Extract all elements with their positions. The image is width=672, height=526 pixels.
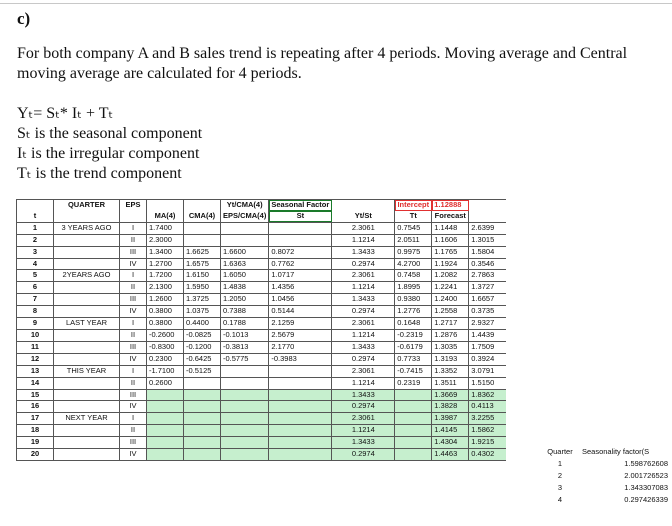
seasonal-def: Sₜ is the seasonal component — [17, 125, 203, 142]
ma-cell — [184, 401, 221, 413]
decomposition-table — [16, 199, 506, 461]
trend-cell: 1.1924 — [432, 258, 469, 270]
table-row — [17, 318, 506, 330]
ratio-cell — [269, 449, 332, 461]
seasonal-factor-cell: 2.3061 — [332, 270, 395, 282]
period-index: 10 — [17, 329, 54, 341]
ma-cell — [184, 449, 221, 461]
forecast-cell: 0.3546 — [469, 258, 506, 270]
seasonal-factor-cell: 2.3061 — [332, 365, 395, 377]
period-index: 5 — [17, 270, 54, 282]
eps-cell — [147, 401, 184, 413]
cma-cell — [221, 449, 269, 461]
trend-cell: 1.3828 — [432, 401, 469, 413]
side-quarter: 2 — [557, 470, 563, 480]
table-row — [17, 329, 506, 341]
eps-cell: 1.2700 — [147, 258, 184, 270]
trend-cell: 1.4304 — [432, 437, 469, 449]
trend-cell: 1.1765 — [432, 246, 469, 258]
cma-cell: -0.3813 — [221, 341, 269, 353]
table-row — [17, 425, 506, 437]
eps-cell — [147, 425, 184, 437]
cma-cell — [221, 365, 269, 377]
deseasonalized-cell: 1.2776 — [395, 306, 432, 318]
side-quarter: 1 — [557, 458, 563, 468]
ratio-cell: 2.1259 — [269, 318, 332, 330]
trend-cell: 1.3987 — [432, 413, 469, 425]
quarter-label: III — [120, 341, 147, 353]
deseasonalized-cell: -0.6179 — [395, 341, 432, 353]
period-label — [54, 437, 120, 449]
table-row — [17, 234, 506, 246]
eps-cell — [147, 413, 184, 425]
table-row — [17, 353, 506, 365]
eps-cell: 1.2600 — [147, 294, 184, 306]
period-label — [54, 389, 120, 401]
cma-cell — [221, 389, 269, 401]
ratio-cell: 0.8072 — [269, 246, 332, 258]
formula-text: Yₜ= Sₜ* Iₜ + Tₜ — [17, 105, 114, 122]
quarter-label: I — [120, 222, 147, 234]
table-row — [17, 341, 506, 353]
trend-cell: 1.2082 — [432, 270, 469, 282]
ratio-cell — [269, 365, 332, 377]
side-header-quarter: Quarter — [547, 447, 573, 456]
top-divider — [0, 3, 672, 4]
period-index: 16 — [17, 401, 54, 413]
eps-cell — [147, 449, 184, 461]
forecast-cell: 1.8362 — [469, 389, 506, 401]
period-label — [54, 341, 120, 353]
period-index: 1 — [17, 222, 54, 234]
trend-cell: 1.4145 — [432, 425, 469, 437]
ratio-cell: 0.7762 — [269, 258, 332, 270]
seasonal-factor-cell: 0.2974 — [332, 449, 395, 461]
side-factor: 1.343307083 — [624, 482, 668, 492]
table-row — [17, 306, 506, 318]
deseasonalized-cell: 0.7458 — [395, 270, 432, 282]
header-cell — [54, 211, 120, 222]
header-cell — [17, 200, 54, 211]
period-index: 14 — [17, 377, 54, 389]
cma-cell: 1.4838 — [221, 282, 269, 294]
header-cell — [469, 211, 506, 222]
eps-cell: -1.7100 — [147, 365, 184, 377]
side-quarter: 4 — [557, 494, 563, 504]
quarter-label: II — [120, 329, 147, 341]
quarter-label: II — [120, 377, 147, 389]
ma-cell — [184, 425, 221, 437]
header-cell: Yt/St — [332, 211, 395, 222]
cma-cell: 1.2050 — [221, 294, 269, 306]
quarter-label: III — [120, 246, 147, 258]
quarter-label: IV — [120, 353, 147, 365]
cma-cell — [221, 437, 269, 449]
seasonal-factor-cell: 0.2974 — [332, 401, 395, 413]
ma-cell: 1.3725 — [184, 294, 221, 306]
forecast-cell: 1.7509 — [469, 341, 506, 353]
deseasonalized-cell: 0.1648 — [395, 318, 432, 330]
header-cell: Intercept — [395, 200, 432, 211]
forecast-cell: 3.2255 — [469, 413, 506, 425]
period-index: 3 — [17, 246, 54, 258]
ma-cell — [184, 389, 221, 401]
formula-line — [17, 104, 113, 124]
period-label — [54, 425, 120, 437]
period-label: LAST YEAR — [54, 318, 120, 330]
ma-cell: -0.1200 — [184, 341, 221, 353]
eps-cell — [147, 389, 184, 401]
eps-cell: 0.2600 — [147, 377, 184, 389]
ratio-cell: -0.3983 — [269, 353, 332, 365]
table-row — [17, 377, 506, 389]
forecast-cell: 1.4439 — [469, 329, 506, 341]
header-cell — [332, 200, 395, 211]
period-label — [54, 353, 120, 365]
period-label: 3 YEARS AGO — [54, 222, 120, 234]
header-cell — [184, 200, 221, 211]
deseasonalized-cell: 0.7733 — [395, 353, 432, 365]
header-cell — [469, 200, 506, 211]
period-label — [54, 401, 120, 413]
period-index: 17 — [17, 413, 54, 425]
period-index: 2 — [17, 234, 54, 246]
trend-cell: 1.3352 — [432, 365, 469, 377]
header-cell: CMA(4) — [184, 211, 221, 222]
cma-cell: -0.1013 — [221, 329, 269, 341]
header-cell: EPS/CMA(4) — [221, 211, 269, 222]
table-row — [17, 270, 506, 282]
forecast-cell: 1.6657 — [469, 294, 506, 306]
ma-cell: 0.4400 — [184, 318, 221, 330]
ratio-cell: 1.0717 — [269, 270, 332, 282]
ratio-cell — [269, 389, 332, 401]
side-quarter: 3 — [557, 482, 563, 492]
forecast-cell: 0.4302 — [469, 449, 506, 461]
ratio-cell: 2.1770 — [269, 341, 332, 353]
trend-cell: 1.1606 — [432, 234, 469, 246]
side-factor: 2.001726523 — [624, 470, 668, 480]
deseasonalized-cell — [395, 413, 432, 425]
quarter-label: III — [120, 389, 147, 401]
trend-cell: 1.3511 — [432, 377, 469, 389]
header-cell: MA(4) — [147, 211, 184, 222]
ma-cell: 1.6625 — [184, 246, 221, 258]
ma-cell: 1.5950 — [184, 282, 221, 294]
trend-cell: 1.4463 — [432, 449, 469, 461]
quarter-label: II — [120, 425, 147, 437]
period-label — [54, 234, 120, 246]
period-index: 8 — [17, 306, 54, 318]
cma-cell — [221, 425, 269, 437]
seasonal-factor-cell: 2.3061 — [332, 222, 395, 234]
forecast-cell: 1.3015 — [469, 234, 506, 246]
forecast-cell: 1.3727 — [469, 282, 506, 294]
eps-cell: 0.2300 — [147, 353, 184, 365]
table-row — [17, 282, 506, 294]
table-row — [17, 449, 506, 461]
quarter-label: III — [120, 437, 147, 449]
period-index: 9 — [17, 318, 54, 330]
trend-cell: 1.2558 — [432, 306, 469, 318]
trend-cell: 1.2241 — [432, 282, 469, 294]
period-index: 11 — [17, 341, 54, 353]
period-label: NEXT YEAR — [54, 413, 120, 425]
trend-cell: 1.2876 — [432, 329, 469, 341]
trend-cell: 1.1448 — [432, 222, 469, 234]
ratio-cell — [269, 222, 332, 234]
forecast-cell: 2.7863 — [469, 270, 506, 282]
trend-cell: 1.2400 — [432, 294, 469, 306]
seasonal-factor-cell: 1.3433 — [332, 294, 395, 306]
deseasonalized-cell — [395, 401, 432, 413]
table-row — [17, 294, 506, 306]
seasonal-factor-cell: 1.3433 — [332, 437, 395, 449]
forecast-cell: 1.9215 — [469, 437, 506, 449]
cma-cell: 1.6050 — [221, 270, 269, 282]
cma-cell: 1.6363 — [221, 258, 269, 270]
forecast-cell: 0.3924 — [469, 353, 506, 365]
ma-cell — [184, 222, 221, 234]
eps-cell — [147, 437, 184, 449]
ma-cell: 1.6575 — [184, 258, 221, 270]
ratio-cell — [269, 377, 332, 389]
deseasonalized-cell: 2.0511 — [395, 234, 432, 246]
quarter-label: II — [120, 234, 147, 246]
cma-cell — [221, 401, 269, 413]
header-cell: EPS — [120, 200, 147, 211]
eps-cell: 2.3000 — [147, 234, 184, 246]
quarter-label: IV — [120, 449, 147, 461]
period-index: 6 — [17, 282, 54, 294]
ratio-cell: 1.4356 — [269, 282, 332, 294]
period-label: THIS YEAR — [54, 365, 120, 377]
forecast-cell: 3.0791 — [469, 365, 506, 377]
period-label — [54, 282, 120, 294]
deseasonalized-cell — [395, 437, 432, 449]
deseasonalized-cell: -0.7415 — [395, 365, 432, 377]
seasonal-factor-cell: 0.2974 — [332, 353, 395, 365]
eps-cell: 1.7200 — [147, 270, 184, 282]
forecast-cell: 2.6399 — [469, 222, 506, 234]
deseasonalized-cell: 0.9380 — [395, 294, 432, 306]
trend-cell: 1.3193 — [432, 353, 469, 365]
header-cell — [120, 211, 147, 222]
header-cell: St — [269, 211, 332, 222]
period-index: 13 — [17, 365, 54, 377]
ratio-cell: 0.5144 — [269, 306, 332, 318]
cma-cell: 0.7388 — [221, 306, 269, 318]
trend-cell: 1.2717 — [432, 318, 469, 330]
quarter-label: I — [120, 318, 147, 330]
cma-cell: 1.6600 — [221, 246, 269, 258]
deseasonalized-cell: 0.9975 — [395, 246, 432, 258]
ratio-cell — [269, 425, 332, 437]
eps-cell: -0.8300 — [147, 341, 184, 353]
seasonal-factor-cell: 0.2974 — [332, 258, 395, 270]
seasonal-factor-cell: 1.3433 — [332, 341, 395, 353]
deseasonalized-cell: -0.2319 — [395, 329, 432, 341]
forecast-cell: 0.3735 — [469, 306, 506, 318]
seasonal-factor-cell: 0.2974 — [332, 306, 395, 318]
seasonal-factor-cell: 1.3433 — [332, 246, 395, 258]
period-index: 15 — [17, 389, 54, 401]
side-factor: 1.598762608 — [624, 458, 668, 468]
ma-cell: -0.0825 — [184, 329, 221, 341]
deseasonalized-cell: 4.2700 — [395, 258, 432, 270]
period-label: 2YEARS AGO — [54, 270, 120, 282]
header-cell — [147, 200, 184, 211]
period-index: 20 — [17, 449, 54, 461]
period-index: 18 — [17, 425, 54, 437]
table-row — [17, 389, 506, 401]
ma-cell — [184, 234, 221, 246]
forecast-cell: 1.5862 — [469, 425, 506, 437]
period-label — [54, 306, 120, 318]
quarter-label: II — [120, 282, 147, 294]
forecast-cell: 0.4113 — [469, 401, 506, 413]
quarter-label: IV — [120, 401, 147, 413]
table-row — [17, 222, 506, 234]
header-cell: Tt — [395, 211, 432, 222]
period-index: 19 — [17, 437, 54, 449]
deseasonalized-cell — [395, 425, 432, 437]
ratio-cell: 1.0456 — [269, 294, 332, 306]
ma-cell: -0.6425 — [184, 353, 221, 365]
table-row — [17, 365, 506, 377]
quarter-label: III — [120, 294, 147, 306]
cma-cell — [221, 222, 269, 234]
seasonal-factor-cell: 1.1214 — [332, 329, 395, 341]
intro-paragraph: For both company A and B sales trend is repeating after 4 periods. Moving average and Central moving average are calculated for 4 periods. — [17, 45, 628, 82]
forecast-cell: 1.5804 — [469, 246, 506, 258]
cma-cell — [221, 377, 269, 389]
side-header-factor: Seasonality factor(S — [582, 447, 650, 456]
header-row-1 — [17, 200, 506, 211]
table-row — [17, 437, 506, 449]
period-index: 7 — [17, 294, 54, 306]
ma-cell — [184, 377, 221, 389]
header-cell: t — [17, 211, 54, 222]
seasonal-factor-cell: 2.3061 — [332, 413, 395, 425]
eps-cell: 2.1300 — [147, 282, 184, 294]
quarter-label: I — [120, 270, 147, 282]
table-row — [17, 246, 506, 258]
eps-cell: 1.3400 — [147, 246, 184, 258]
ma-cell — [184, 413, 221, 425]
period-label — [54, 294, 120, 306]
ratio-cell — [269, 413, 332, 425]
period-label — [54, 377, 120, 389]
quarter-label: I — [120, 365, 147, 377]
period-label — [54, 258, 120, 270]
seasonal-factor-cell: 1.3433 — [332, 389, 395, 401]
trend-def: Tₜ is the trend component — [17, 165, 182, 182]
table-row — [17, 258, 506, 270]
ma-cell — [184, 437, 221, 449]
deseasonalized-cell: 0.7545 — [395, 222, 432, 234]
quarter-label: I — [120, 413, 147, 425]
ma-cell: 1.6150 — [184, 270, 221, 282]
forecast-cell: 1.5150 — [469, 377, 506, 389]
ratio-cell — [269, 401, 332, 413]
period-index: 12 — [17, 353, 54, 365]
irregular-def: Iₜ is the irregular component — [17, 145, 200, 162]
ratio-cell — [269, 437, 332, 449]
trend-cell: 1.3669 — [432, 389, 469, 401]
period-index: 4 — [17, 258, 54, 270]
quarter-label: IV — [120, 306, 147, 318]
eps-cell: 0.3800 — [147, 318, 184, 330]
trend-cell: 1.3035 — [432, 341, 469, 353]
cma-cell — [221, 234, 269, 246]
header-cell: Yt/CMA(4) — [221, 200, 269, 211]
table-row — [17, 401, 506, 413]
ratio-cell: 2.5679 — [269, 329, 332, 341]
header-row-2 — [17, 211, 506, 222]
header-cell: 1.12888 — [432, 200, 469, 211]
header-cell: Forecast — [432, 211, 469, 222]
eps-cell: -0.2600 — [147, 329, 184, 341]
deseasonalized-cell: 0.2319 — [395, 377, 432, 389]
seasonal-factor-cell: 1.1214 — [332, 377, 395, 389]
seasonal-factor-cell: 2.3061 — [332, 318, 395, 330]
cma-cell: -0.5775 — [221, 353, 269, 365]
side-factor: 0.297426339 — [624, 494, 668, 504]
period-label — [54, 449, 120, 461]
deseasonalized-cell — [395, 389, 432, 401]
header-cell: Seasonal Factor — [269, 200, 332, 211]
cma-cell — [221, 413, 269, 425]
period-label — [54, 246, 120, 258]
ma-cell: 1.0375 — [184, 306, 221, 318]
header-cell: QUARTER — [54, 200, 120, 211]
period-label — [54, 329, 120, 341]
ratio-cell — [269, 234, 332, 246]
seasonal-factor-cell: 1.1214 — [332, 282, 395, 294]
table-row — [17, 413, 506, 425]
deseasonalized-cell — [395, 449, 432, 461]
section-label: c) — [17, 9, 31, 28]
eps-cell: 0.3800 — [147, 306, 184, 318]
eps-cell: 1.7400 — [147, 222, 184, 234]
deseasonalized-cell: 1.8995 — [395, 282, 432, 294]
seasonal-factor-cell: 1.1214 — [332, 425, 395, 437]
quarter-label: IV — [120, 258, 147, 270]
forecast-cell: 2.9327 — [469, 318, 506, 330]
cma-cell: 0.1788 — [221, 318, 269, 330]
seasonal-factor-cell: 1.1214 — [332, 234, 395, 246]
ma-cell: -0.5125 — [184, 365, 221, 377]
